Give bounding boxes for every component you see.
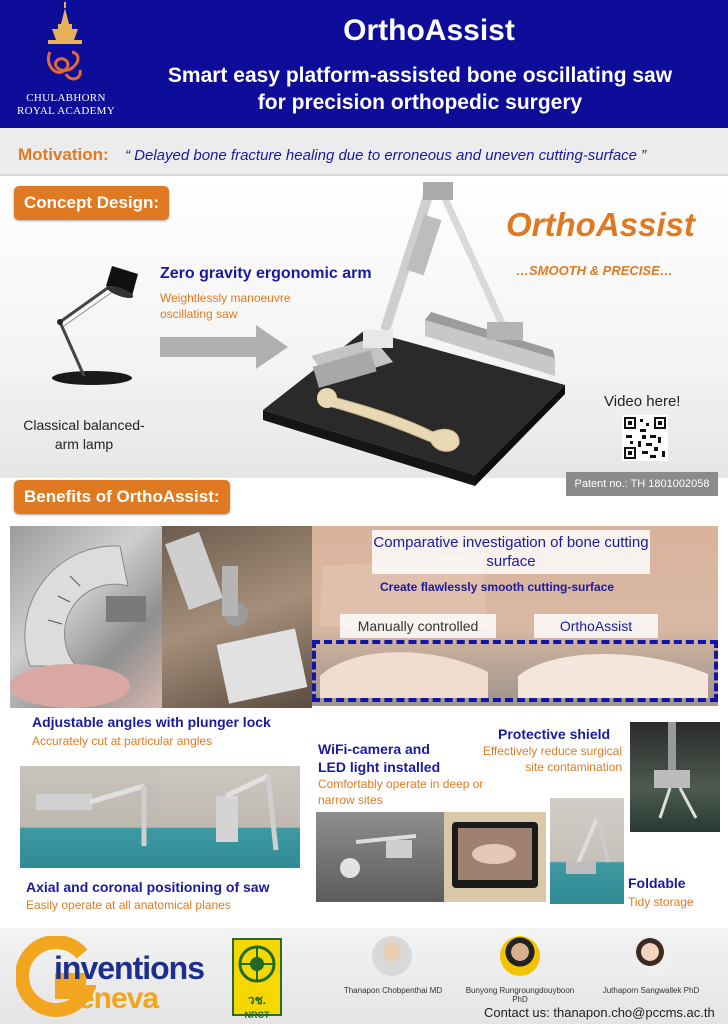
crown-emblem-icon	[0, 0, 130, 92]
plunger-lock-photo	[162, 526, 312, 708]
patent-badge: Patent no.: TH 1801002058	[566, 472, 718, 496]
coronal-position-photo	[160, 766, 300, 868]
foldable-heading: Foldable	[628, 875, 686, 891]
video-label: Video here!	[604, 393, 681, 410]
cutting-surface-highlight	[312, 640, 718, 702]
motivation-text: “ Delayed bone fracture healing due to erroneous and uneven cutting-surface ”	[125, 147, 647, 164]
subtitle-line-1: Smart easy platform-assisted bone oscillating saw	[167, 64, 673, 87]
protective-shield-description: Effectively reduce surgical site contamination	[482, 744, 622, 774]
logo-inventions-text: inventions	[54, 950, 205, 986]
contact-info: Contact us: thanapon.cho@pccms.ac.th	[484, 1005, 715, 1020]
nrct-thai-text: วช.	[247, 993, 267, 1007]
person-name-2: Bunyong Rungroungdouyboon PhD	[465, 986, 575, 1004]
lamp-caption: Classical balanced-arm lamp	[23, 417, 145, 452]
nrct-label: NRCT	[244, 1010, 270, 1020]
comparison-title: Comparative investigation of bone cutting surface	[372, 530, 650, 574]
logo-line-1: CHULABHORN	[26, 92, 106, 104]
desk-lamp-image	[20, 252, 150, 392]
orthoassist-label: OrthoAssist	[534, 614, 658, 638]
person-card-2	[458, 936, 582, 1004]
zero-gravity-heading: Zero gravity ergonomic arm	[160, 265, 372, 282]
nrct-wheel-icon	[234, 940, 280, 986]
logo-line-2: ROYAL ACADEMY	[17, 105, 115, 117]
qr-code-icon[interactable]	[622, 415, 668, 461]
led-camera-photo	[316, 812, 444, 902]
person-name-1: Thanapon Chobpenthai MD	[343, 986, 443, 995]
protective-shield-photo	[630, 722, 720, 832]
page-title: OrthoAssist	[343, 14, 515, 47]
comparison-subtitle: Create flawlessly smooth cutting-surface	[380, 580, 615, 594]
protective-shield-heading: Protective shield	[498, 726, 611, 742]
manual-label: Manually controlled	[340, 614, 496, 638]
wifi-camera-heading	[318, 740, 440, 776]
wifi-camera-description: Comfortably operate in deep or narrow sites	[318, 777, 484, 807]
product-tagline: …SMOOTH & PRECISE…	[516, 263, 673, 278]
foldable-description: Tidy storage	[628, 895, 694, 909]
person-card-1	[338, 936, 448, 1000]
person-card-3	[594, 936, 708, 1000]
avatar	[630, 936, 670, 976]
inventions-geneva-logo	[16, 936, 224, 1018]
adjustable-angles-heading: Adjustable angles with plunger lock	[32, 714, 271, 730]
protractor-photo	[10, 526, 162, 708]
logo-caption	[10, 92, 122, 118]
axial-coronal-heading: Axial and coronal positioning of saw	[26, 879, 270, 895]
avatar	[372, 936, 412, 976]
concept-design-heading: Concept Design:	[14, 186, 169, 220]
nrct-logo	[232, 938, 282, 1020]
subtitle-line-2: for precision orthopedic surgery	[257, 91, 583, 114]
page-subtitle	[120, 62, 720, 116]
axial-position-photo	[20, 766, 160, 868]
wifi-heading-line-2: LED light installed	[318, 759, 441, 775]
foldable-photo	[550, 798, 624, 904]
product-name: OrthoAssist	[506, 206, 695, 243]
monitor-screen-photo	[444, 812, 546, 902]
adjustable-angles-description: Accurately cut at particular angles	[32, 734, 213, 748]
motivation-label: Motivation:	[18, 145, 109, 164]
zero-gravity-description: Weightlessly manoeuvre oscillating saw	[160, 291, 291, 321]
benefits-heading: Benefits of OrthoAssist:	[14, 480, 230, 514]
axial-coronal-description: Easily operate at all anatomical planes	[26, 898, 231, 912]
avatar	[500, 936, 540, 976]
person-name-3: Juthaporn Sangwallek PhD	[602, 986, 700, 995]
logo-geneva-text: eneva	[78, 982, 159, 1015]
wifi-heading-line-1: WiFi-camera and	[318, 741, 430, 757]
